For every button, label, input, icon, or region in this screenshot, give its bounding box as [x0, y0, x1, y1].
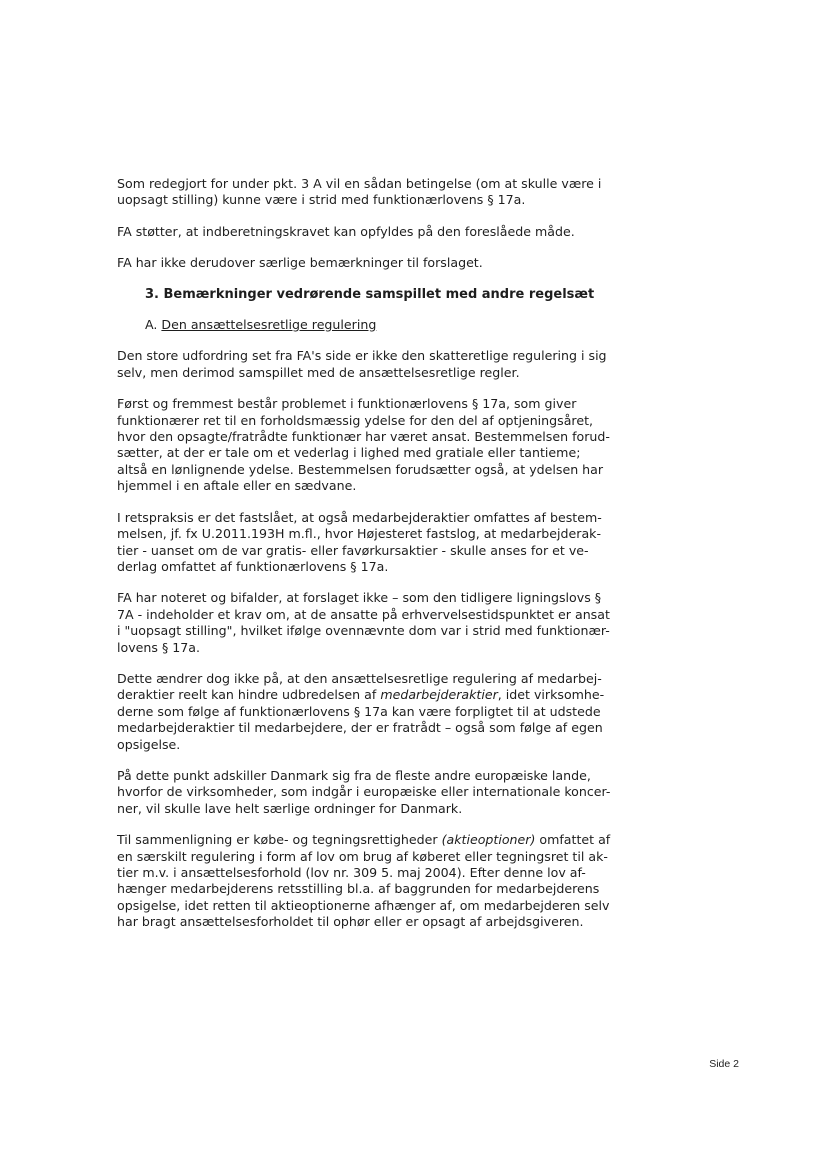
paragraph-udfordring: Den store udfordring set fra FA's side er ikke den skatteretlige regulering i sig selv, men derimod samspillet med de ansættelsesretlige regler. — [117, 348, 607, 380]
section-a-label: A. — [145, 317, 162, 333]
paragraph-funktionaerlov: Først og fremmest består problemet i funktionærlovens § 17a, som giver funktionærer ret til en forholdsmæssig ydelse for den del af optjeningsåret, hvor den opsagte/fratrådte funktionær har været ansat. Bestemmelsen forud- sætter, at der er tale om et vederlag i lighed med gratiale eller tantieme; altså en lønlignende ydelse. Bestemmelsen forudsætter også, at ydelsen har hjemmel i en aftale eller en sædvane. — [117, 396, 610, 494]
paragraph-retspraksis: I retspraksis er det fastslået, at også medarbejderaktier omfattes af bestem- melsen, jf. fx U.2011.193H m.fl., hvor Højesteret fastslog, at medarbejderak- tier - uanset om de var gratis- eller favørkursaktier - skulle anses for et ve- derlag omfattet af funktionærlovens § 17a. — [117, 509, 602, 574]
paragraph-dette-aendrer-part1: Dette ændrer dog ikke på, at den ansættelsesretlige regulering af medarbej- deraktier reelt kan hindre udbredelsen af — [117, 670, 602, 703]
paragraph-sammenligning-part2: omfattet af en særskilt regulering i form af lov om brug af køberet eller tegningsret til ak- tier m.v. i ansættelsesforhold (lov nr. 309 5. maj 2004). Efter denne lov af- hænger medarbejderens retsstilling bl.a. af baggrunden for medarbejderens opsigelse, idet retten til aktieoptionerne afhænger af, om medarbejderen selv har bragt ansættelsesforholdet til ophør eller er opsagt af arbejdsgiveren. — [117, 832, 611, 930]
paragraph-redegjort: Som redegjort for under pkt. 3 A vil en sådan betingelse (om at skulle være i uopsagt stilling) kunne være i strid med funktionærlovens § 17a. — [117, 176, 602, 208]
paragraph-sammenligning-emphasis: (aktieoptioner) — [441, 832, 536, 848]
paragraph-sammenligning — [117, 832, 649, 930]
section-a-title: Den ansættelsesretlige regulering — [161, 317, 377, 333]
document-body — [117, 176, 649, 946]
paragraph-indberetningskrav: FA støtter, at indberetningskravet kan opfyldes på den foreslåede måde. — [117, 223, 575, 239]
paragraph-fa-noteret: FA har noteret og bifalder, at forslaget ikke – som den tidligere ligningslovs § 7A - indeholder et krav om, at de ansatte på erhvervelsestidspunktet er ansat i "uopsagt stilling", hvilket ifølge ovennævnte dom var i strid med funktionær- lovens § 17a. — [117, 590, 610, 655]
paragraph-danmark: På dette punkt adskiller Danmark sig fra de fleste andre europæiske lande, hvorfor de virksomheder, som indgår i europæiske eller internationale koncer- ner, vil skulle lave helt særlige ordninger for Danmark. — [117, 767, 611, 816]
paragraph-sammenligning-part1: Til sammenligning er købe- og tegningsrettigheder — [117, 832, 442, 848]
paragraph-dette-aendrer-emphasis: medarbejderaktier — [380, 687, 498, 703]
paragraph-dette-aendrer-part2: , idet virksomhe- derne som følge af funktionærlovens § 17a kan være forpligtet til at udstede medarbejderaktier til medarbejdere, der er fratrådt – også som følge af egen opsigelse. — [117, 687, 605, 752]
page-number: Side 2 — [709, 1058, 739, 1070]
paragraph-ingen-bemaerkninger: FA har ikke derudover særlige bemærkninger til forslaget. — [117, 255, 483, 271]
paragraph-dette-aendrer — [117, 671, 649, 753]
section-a-heading — [145, 317, 649, 333]
section-3-heading: 3. Bemærkninger vedrørende samspillet med andre regelsæt — [145, 286, 595, 302]
